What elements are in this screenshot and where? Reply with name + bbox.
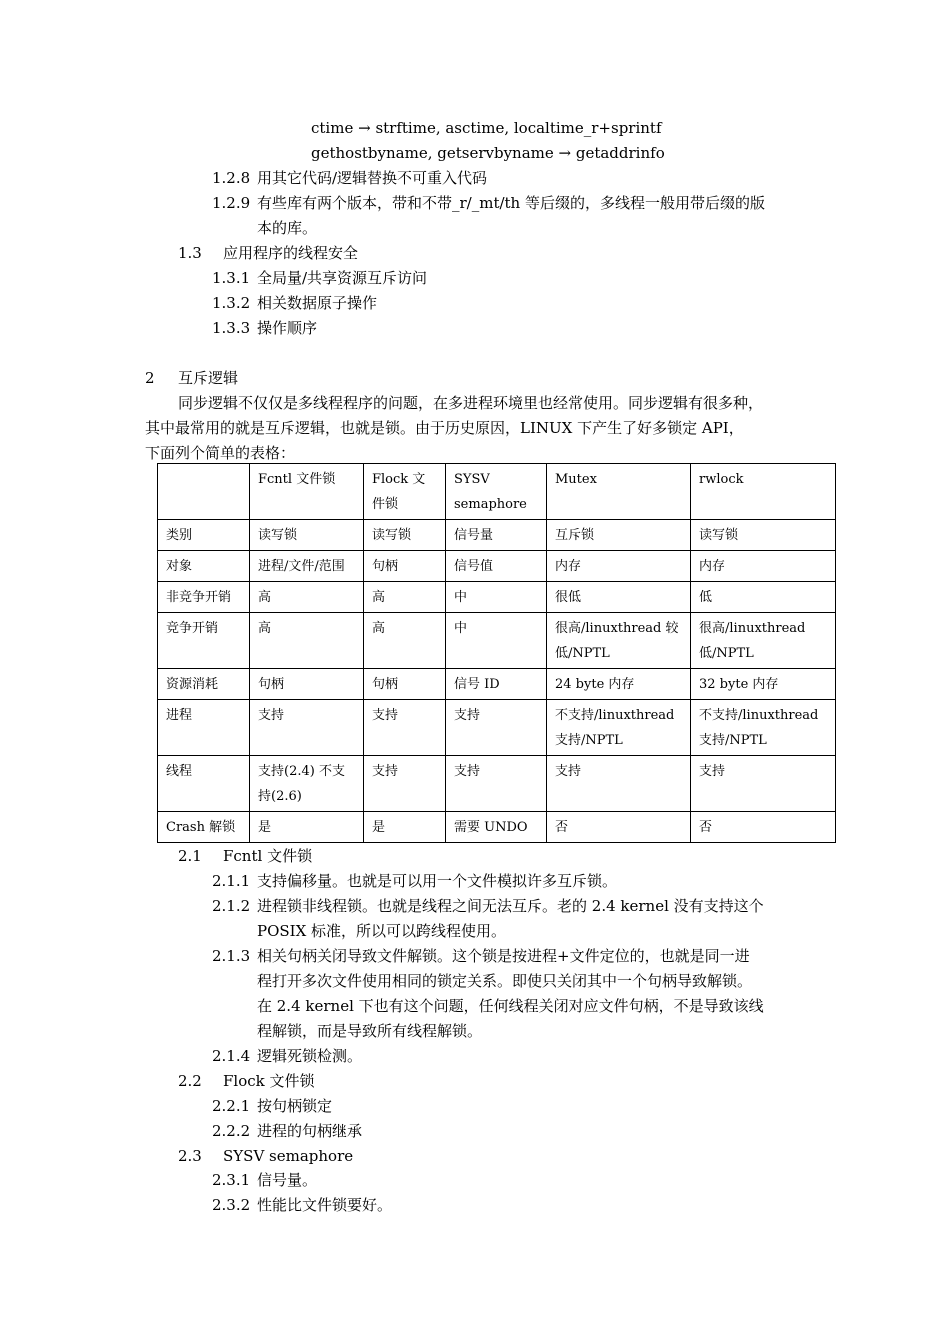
table-cell: 句柄 xyxy=(364,669,446,700)
table-header-cell: Mutex xyxy=(547,464,691,520)
table-header-row xyxy=(158,464,836,520)
section-2-1-3: 2.1.3 相关句柄关闭导致文件解锁。这个锁是按进程+文件定位的，也就是同一进 xyxy=(212,947,750,965)
table-cell: Crash 解锁 xyxy=(158,812,250,843)
section-1-2-9-cont: 本的库。 xyxy=(257,219,318,237)
table-header-cell: Fcntl 文件锁 xyxy=(250,464,364,520)
table-cell: 信号 ID xyxy=(446,669,547,700)
intro-line-3: 下面列个简单的表格： xyxy=(145,444,296,462)
table-cell: 高 xyxy=(364,582,446,613)
table-cell: 32 byte 内存 xyxy=(691,669,836,700)
arrow-right-icon: → xyxy=(358,119,371,137)
table-cell: 高 xyxy=(250,582,364,613)
table-row xyxy=(158,669,836,700)
table-cell: 支持 xyxy=(250,700,364,756)
section-2-3-1: 2.3.1 信号量。 xyxy=(212,1171,318,1189)
table-cell: 句柄 xyxy=(250,669,364,700)
table-cell: 支持 xyxy=(547,756,691,812)
table-cell: 资源消耗 xyxy=(158,669,250,700)
table-cell: 低 xyxy=(691,582,836,613)
table-row xyxy=(158,700,836,756)
section-2-2-2: 2.2.2 进程的句柄继承 xyxy=(212,1122,363,1140)
table-cell: 需要 UNDO xyxy=(446,812,547,843)
table-cell: 是 xyxy=(364,812,446,843)
table-row xyxy=(158,613,836,669)
table-cell: 高 xyxy=(364,613,446,669)
table-cell: 对象 xyxy=(158,551,250,582)
table-header-cell: Flock 文件锁 xyxy=(364,464,446,520)
table-cell: 支持 xyxy=(446,756,547,812)
section-2-3: 2.3 SYSV semaphore xyxy=(178,1147,354,1165)
section-1-2-9: 1.2.9 有些库有两个版本，带和不带_r/_mt/th 等后缀的，多线程一般用带后缀的版 xyxy=(212,194,765,212)
table-cell: 内存 xyxy=(547,551,691,582)
section-2-3-2: 2.3.2 性能比文件锁要好。 xyxy=(212,1196,393,1214)
table-row xyxy=(158,812,836,843)
table-cell: 支持 xyxy=(364,756,446,812)
section-1-2-8: 1.2.8 用其它代码/逻辑替换不可重入代码 xyxy=(212,169,488,187)
table-cell: 很高/linuxthread 低/NPTL xyxy=(691,613,836,669)
table-cell: 读写锁 xyxy=(250,520,364,551)
section-2-1-3-cont-2: 在 2.4 kernel 下也有这个问题，任何线程关闭对应文件句柄，不是导致该线 xyxy=(257,997,764,1015)
section-2-1-3-cont-3: 程解锁，而是导致所有线程解锁。 xyxy=(257,1022,483,1040)
section-2-heading: 2 互斥逻辑 xyxy=(145,369,239,387)
table-cell: 互斥锁 xyxy=(547,520,691,551)
table-cell: 支持 xyxy=(446,700,547,756)
table-header-cell: rwlock xyxy=(691,464,836,520)
section-2-1-2: 2.1.2 进程锁非线程锁。也就是线程之间无法互斥。老的 2.4 kernel 没有支持这个 xyxy=(212,897,764,915)
table-header-cell xyxy=(158,464,250,520)
table-cell: 非竞争开销 xyxy=(158,582,250,613)
table-cell: 不支持/linuxthread 支持/NPTL xyxy=(547,700,691,756)
table-row xyxy=(158,520,836,551)
text-line-gethostbyname: gethostbyname, getservbyname → getaddrinfo xyxy=(311,144,665,162)
table-cell: 24 byte 内存 xyxy=(547,669,691,700)
text-line-ctime: ctime → strftime, asctime, localtime_r+sprintf xyxy=(311,119,662,137)
table-cell: 很高/linuxthread 较低/NPTL xyxy=(547,613,691,669)
table-cell: 信号值 xyxy=(446,551,547,582)
table-cell: 否 xyxy=(547,812,691,843)
table-cell: 支持 xyxy=(691,756,836,812)
section-1-3-2: 1.3.2 相关数据原子操作 xyxy=(212,294,378,312)
section-2-2-1: 2.2.1 按句柄锁定 xyxy=(212,1097,333,1115)
table-cell: 类别 xyxy=(158,520,250,551)
section-1-3-3: 1.3.3 操作顺序 xyxy=(212,319,318,337)
table-cell: 进程 xyxy=(158,700,250,756)
table-cell: 读写锁 xyxy=(691,520,836,551)
table-cell: 进程/文件/范围 xyxy=(250,551,364,582)
table-row xyxy=(158,551,836,582)
table-row xyxy=(158,582,836,613)
table-cell: 高 xyxy=(250,613,364,669)
table-header-cell: SYSV semaphore xyxy=(446,464,547,520)
section-1-3-1: 1.3.1 全局量/共享资源互斥访问 xyxy=(212,269,428,287)
section-2-1-3-cont-1: 程打开多次文件使用相同的锁定关系。即使只关闭其中一个句柄导致解锁。 xyxy=(257,972,753,990)
table-cell: 否 xyxy=(691,812,836,843)
lock-comparison-table xyxy=(157,463,836,843)
section-2-1: 2.1 Fcntl 文件锁 xyxy=(178,847,313,865)
section-2-1-4: 2.1.4 逻辑死锁检测。 xyxy=(212,1047,363,1065)
table-row xyxy=(158,756,836,812)
table-cell: 读写锁 xyxy=(364,520,446,551)
table-cell: 竞争开销 xyxy=(158,613,250,669)
table-cell: 支持(2.4) 不支持(2.6) xyxy=(250,756,364,812)
table-cell: 内存 xyxy=(691,551,836,582)
table-cell: 中 xyxy=(446,613,547,669)
table-cell: 支持 xyxy=(364,700,446,756)
table-cell: 是 xyxy=(250,812,364,843)
arrow-right-icon: → xyxy=(558,144,572,162)
table-cell: 中 xyxy=(446,582,547,613)
section-1-3: 1.3 应用程序的线程安全 xyxy=(178,244,359,262)
table-cell: 很低 xyxy=(547,582,691,613)
table-cell: 线程 xyxy=(158,756,250,812)
intro-line-2: 其中最常用的就是互斥逻辑，也就是锁。由于历史原因，LINUX 下产生了好多锁定 API， xyxy=(145,419,744,437)
section-2-1-1: 2.1.1 支持偏移量。也就是可以用一个文件模拟许多互斥锁。 xyxy=(212,872,618,890)
intro-line-1: 同步逻辑不仅仅是多线程程序的问题，在多进程环境里也经常使用。同步逻辑有很多种， xyxy=(178,394,764,412)
table-cell: 句柄 xyxy=(364,551,446,582)
table-cell: 信号量 xyxy=(446,520,547,551)
table-cell: 不支持/linuxthread 支持/NPTL xyxy=(691,700,836,756)
section-2-1-2-cont: POSIX 标准，所以可以跨线程使用。 xyxy=(257,922,507,940)
section-2-2: 2.2 Flock 文件锁 xyxy=(178,1072,315,1090)
